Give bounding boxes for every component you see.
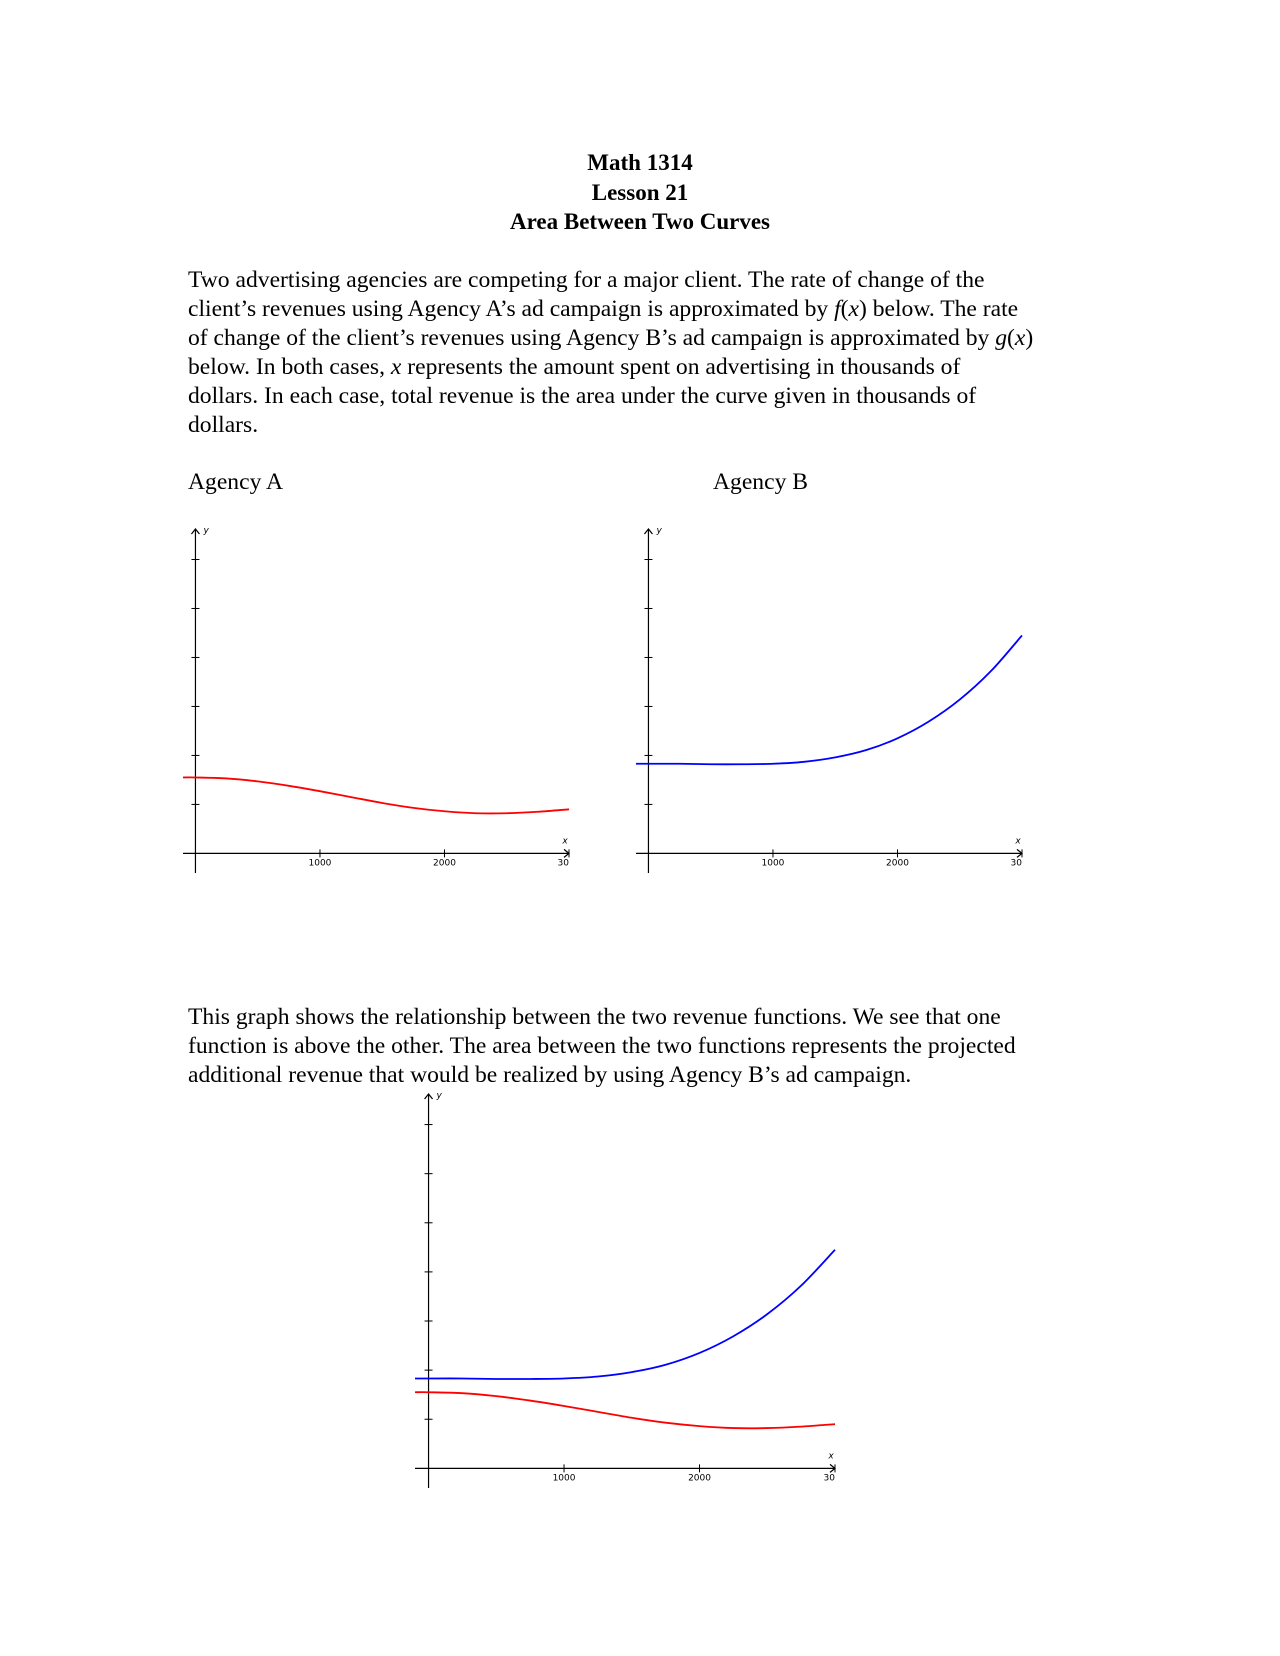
x-tick-label: 2000 — [433, 858, 456, 869]
y-axis-label: y — [436, 1091, 442, 1101]
intro-line-4-text: below. In both cases, — [188, 354, 391, 380]
intro-line-2-tail: ) below. The rate — [858, 296, 1019, 322]
agency-b-graph — [636, 523, 1036, 893]
paren: ( — [840, 296, 849, 322]
function-g-symbol: g — [995, 325, 1008, 351]
x-tick-label: 1000 — [308, 858, 332, 869]
intro-line-4-tail: represents the amount spent on advertising in thousands of — [401, 354, 961, 380]
intro-line-3-text: of change of the client’s revenues using Agency B’s ad campaign is approximated by — [188, 325, 996, 351]
y-axis-label: y — [656, 526, 662, 536]
function-f-symbol: f — [834, 296, 841, 322]
lesson-title: Area Between Two Curves — [510, 209, 770, 234]
intro-paragraph — [188, 266, 1098, 440]
intro-line-3 — [188, 324, 1098, 353]
x-axis-label: x — [828, 1451, 834, 1462]
x-tick-label: 30 — [1010, 858, 1022, 869]
paren: ( — [1007, 325, 1015, 351]
g-curve — [415, 1250, 835, 1379]
comparison-graph — [415, 1088, 875, 1508]
y-axis-label: y — [203, 526, 209, 536]
intro-line-2-text: client’s revenues using Agency A’s ad campaign is approximated by — [188, 296, 835, 322]
f-curve — [183, 777, 569, 813]
page-title-block — [0, 148, 1280, 237]
x-tick-label: 1000 — [761, 858, 785, 869]
intro-line-4 — [188, 353, 1098, 382]
agency-a-graph — [183, 523, 583, 893]
x-tick-label: 30 — [823, 1473, 835, 1484]
f-curve — [415, 1392, 835, 1428]
lesson-number: Lesson 21 — [591, 179, 689, 205]
conclusion-line-1: This graph shows the relationship between the two revenue functions. We see that one — [188, 1004, 1001, 1030]
g-curve — [636, 635, 1022, 764]
x-axis-label: x — [1015, 836, 1021, 847]
agency-b-label: Agency B — [713, 469, 809, 495]
variable-x-symbol: x — [1014, 325, 1026, 351]
x-axis-label: x — [562, 836, 568, 847]
conclusion-line-3: additional revenue that would be realized by using Agency B’s ad campaign. — [188, 1062, 912, 1088]
x-tick-label: 2000 — [688, 1473, 711, 1484]
intro-line-1: Two advertising agencies are competing for a major client. The rate of change of the — [188, 267, 985, 293]
x-tick-label: 2000 — [886, 858, 909, 869]
intro-line-2 — [188, 295, 1098, 324]
x-tick-label: 1000 — [552, 1473, 576, 1484]
agency-a-label: Agency A — [188, 469, 284, 495]
intro-line-5: dollars. In each case, total revenue is the area under the curve given in thousands of — [188, 383, 977, 409]
variable-x-symbol: x — [390, 354, 402, 380]
conclusion-paragraph — [188, 1003, 1098, 1090]
conclusion-line-2: function is above the other. The area between the two functions represents the projected — [188, 1033, 1016, 1059]
variable-x-symbol: x — [848, 296, 859, 322]
x-tick-label: 30 — [557, 858, 569, 869]
intro-line-6: dollars. — [188, 412, 259, 438]
paren: ) — [1025, 325, 1034, 351]
course-title: Math 1314 — [587, 150, 693, 175]
